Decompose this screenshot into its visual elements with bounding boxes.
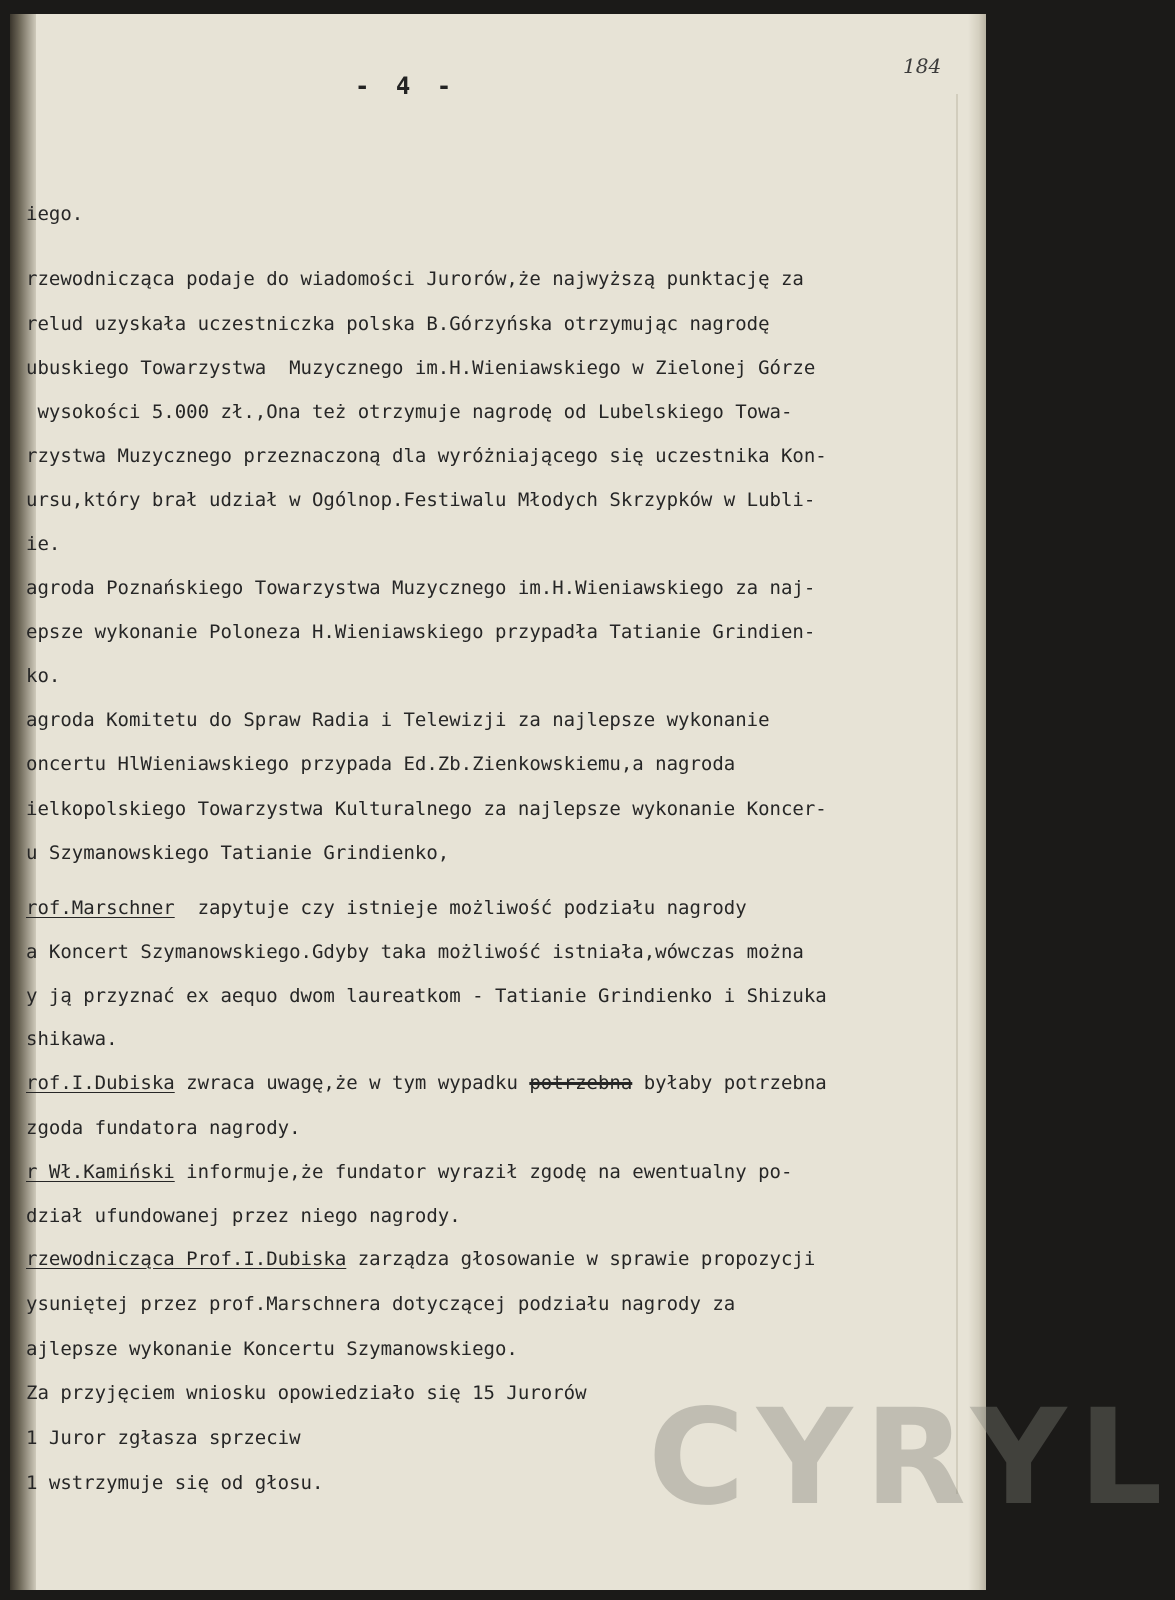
text-line: ubuskiego Towarzystwa Muzycznego im.H.Wieniawskiego w Zielonej Górze (26, 357, 816, 379)
text-line (26, 1070, 827, 1096)
text-line (26, 895, 747, 921)
text-line: ursu,który brał udział w Ogólnop.Festiwalu Młodych Skrzypków w Lubli- (26, 489, 816, 511)
text-line: relud uzyskała uczestniczka polska B.Górzyńska otrzymując nagrodę (26, 313, 770, 335)
text-line: 1 wstrzymuje się od głosu. (26, 1472, 324, 1494)
text-line: a Koncert Szymanowskiego.Gdyby taka możliwość istniała,wówczas można (26, 941, 804, 963)
text-line: agroda Poznańskiego Towarzystwa Muzycznego im.H.Wieniawskiego za naj- (26, 577, 816, 599)
text-line: Za przyjęciem wniosku opowiedziało się 15 Jurorów (26, 1382, 587, 1404)
line-text: zarządza głosowanie w sprawie propozycji (346, 1248, 816, 1270)
page-number: - 4 - (355, 72, 458, 100)
line-text: informuje,że fundator wyraził zgodę na ewentualny po- (174, 1161, 793, 1183)
page-fold-line (956, 94, 958, 1494)
text-line: u Szymanowskiego Tatianie Grindienko, (26, 842, 450, 864)
text-line: rzewodnicząca podaje do wiadomości Jurorów,że najwyższą punktację za (26, 268, 804, 290)
document-page (10, 14, 1175, 1590)
text-line: ajlepsze wykonanie Koncertu Szymanowskiego. (26, 1338, 518, 1360)
text-line: rzystwa Muzycznego przeznaczoną dla wyróżniającego się uczestnika Kon- (26, 445, 827, 467)
archive-watermark: CYRYL (648, 1381, 1175, 1535)
text-line: dział ufundowanej przez niego nagrody. (26, 1205, 461, 1227)
line-text: zapytuje czy istnieje możliwość podziału nagrody (174, 897, 747, 919)
text-line: agroda Komitetu do Spraw Radia i Telewizji za najlepsze wykonanie (26, 709, 770, 731)
text-line: ko. (26, 665, 61, 687)
text-line: zgoda fundatora nagrody. (26, 1117, 301, 1139)
text-line: shikawa. (26, 1028, 118, 1050)
page-right-edge (968, 14, 986, 1590)
text-line (26, 1246, 815, 1272)
text-line: ysuniętej przez prof.Marschnera dotyczącej podziału nagrody za (26, 1293, 736, 1315)
struck-word: potrzebna (529, 1072, 633, 1094)
text-line: iego. (26, 203, 84, 225)
text-line: epsze wykonanie Poloneza H.Wieniawskiego przypadła Tatianie Grindien- (26, 621, 816, 643)
text-line (26, 1159, 792, 1185)
speaker-name: rof.I.Dubiska (26, 1072, 175, 1094)
text-line: y ją przyznać ex aequo dwom laureatkom - Tatianie Grindienko i Shizuka (26, 985, 827, 1007)
speaker-name: rzewodnicząca Prof.I.Dubiska (26, 1248, 347, 1270)
text-line: ie. (26, 533, 61, 555)
text-line: oncertu HlWieniawskiego przypada Ed.Zb.Zienkowskiemu,a nagroda (26, 753, 736, 775)
speaker-name: r Wł.Kamiński (26, 1161, 175, 1183)
line-text: zwraca uwagę,że w tym wypadku (174, 1072, 530, 1094)
text-line: 1 Juror zgłasza sprzeciw (26, 1427, 301, 1449)
folio-number: 184 (903, 54, 942, 78)
text-line: wysokości 5.000 zł.,Ona też otrzymuje nagrodę od Lubelskiego Towa- (26, 401, 793, 423)
text-line: ielkopolskiego Towarzystwa Kulturalnego za najlepsze wykonanie Koncer- (26, 798, 827, 820)
speaker-name: rof.Marschner (26, 897, 175, 919)
line-text: byłaby potrzebna (632, 1072, 827, 1094)
